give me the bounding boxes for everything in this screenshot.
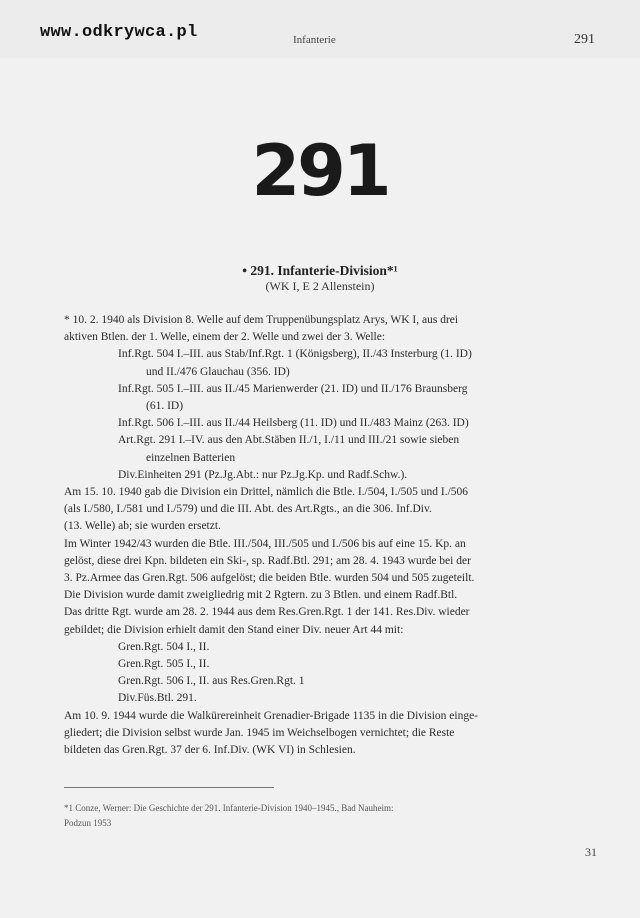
division-title: • 291. Infanterie-Division*¹ [242,263,398,278]
text-line: Art.Rgt. 291 I.–IV. aus den Abt.Stäben II./1, I./11 und III./21 sowie sieben [118,434,460,447]
text-line: 3. Pz.Armee das Gren.Rgt. 506 aufgelöst; die beiden Btle. wurden 504 und 505 zugeteilt. [64,572,475,585]
footnote-line: *1 Conze, Werner: Die Geschichte der 291. Infanterie-Division 1940–1945., Bad Nauheim: [64,803,394,813]
text-line: gelöst, diese drei Kpn. bildeten ein Ski-, sp. Radf.Btl. 291; am 28. 4. 1943 wurde bei der [64,554,471,567]
watermark-text: www.odkrywca.pl [40,23,198,42]
footnote [64,801,564,831]
text-line: (61. ID) [146,400,184,413]
text-line: (13. Welle) ab; sie wurden ersetzt. [64,520,221,533]
text-line: Am 10. 9. 1944 wurde die Walkürereinheit Grenadier-Brigade 1135 in die Division einge- [64,709,479,722]
text-line: Das dritte Rgt. wurde am 28. 2. 1944 aus dem Res.Gren.Rgt. 1 der 141. Res.Div. wieder [64,606,470,619]
text-line: bildeten das Gren.Rgt. 37 der 6. Inf.Div. (WK VI) in Schlesien. [64,744,356,757]
text-line: Div.Einheiten 291 (Pz.Jg.Abt.: nur Pz.Jg.Kp. und Radf.Schw.). [118,468,408,481]
text-line: aktiven Btlen. der 1. Welle, einem der 2. Welle und zwei der 3. Welle: [64,331,386,344]
text-line: Inf.Rgt. 504 I.–III. aus Stab/Inf.Rgt. 1 (Königsberg), II./43 Insterburg (1. ID) [118,348,472,361]
text-line: (als I./580, I./581 und I./579) und die III. Abt. des Art.Rgts., an die 306. Inf.Div. [64,503,432,516]
text-line: Gren.Rgt. 504 I., II. [118,640,210,653]
running-title: Infanterie [293,34,336,46]
division-subtitle: (WK I, E 2 Allenstein) [265,279,375,293]
page-number-top: 291 [574,32,595,47]
footnote-line: Podzun 1953 [64,818,112,828]
text-line: einzelnen Batterien [146,451,236,464]
text-line: Inf.Rgt. 505 I.–III. aus II./45 Marienwerder (21. ID) und II./176 Braunsberg [118,382,468,395]
text-line: Im Winter 1942/43 wurden die Btle. III./504, III./505 und I./506 bis auf eine 15. Kp. an [64,537,466,550]
text-line: und II./476 Glauchau (356. ID) [146,365,290,378]
text-line: gebildet; die Division erhielt damit den Stand einer Div. neuer Art 44 mit: [64,623,404,636]
page-number-bottom: 31 [585,845,597,859]
text-line: gliedert; die Division selbst wurde Jan. 1945 im Weichselbogen vernichtet; die Reste [64,726,455,739]
text-line: Gren.Rgt. 506 I., II. aus Res.Gren.Rgt. 1 [118,675,305,688]
text-line: Die Division wurde damit zweigliedrig mit 2 Rgtern. zu 3 Btlen. und einem Radf.Btl. [64,589,458,602]
text-line: * 10. 2. 1940 als Division 8. Welle auf dem Truppenübungsplatz Arys, WK I, aus drei [64,314,459,326]
footnote-divider [64,787,274,788]
text-line: Div.Füs.Btl. 291. [118,692,197,705]
body-text [64,312,590,759]
text-line: Inf.Rgt. 506 I.–III. aus II./44 Heilsberg (11. ID) und II./483 Mainz (263. ID) [118,417,469,430]
chapter-number: 291 [251,130,389,212]
text-line: Am 15. 10. 1940 gab die Division ein Drittel, nämlich die Btle. I./504, I./505 und I./506 [64,486,469,499]
text-line: Gren.Rgt. 505 I., II. [118,658,210,671]
